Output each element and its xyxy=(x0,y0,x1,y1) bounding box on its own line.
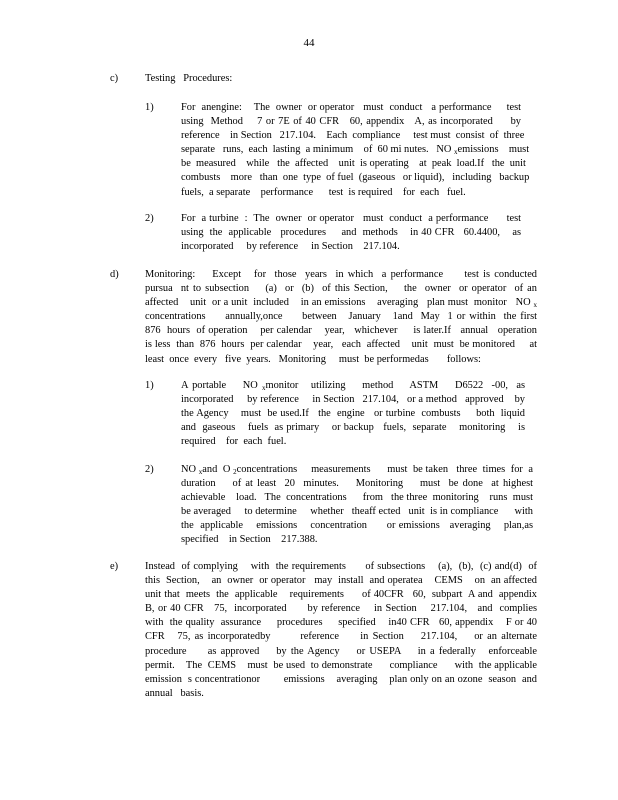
text-line: the Agency must be used.If the engine or turbine combusts both liquid xyxy=(181,408,525,420)
text-line: A portable NO $_x$monitor utilizing method ASTM D6522 -00, as xyxy=(181,380,525,392)
text-line: separate runs, each lasting a minimum of 60 mi nutes. NO $_x$emissions must xyxy=(181,144,530,157)
text-line: incorporated by reference in Section 217.104, or a method approved by xyxy=(181,394,525,406)
text-line: For a turbine : The owner or operator must conduct a performance test xyxy=(181,213,521,224)
text-line: specified in Section 217.388. xyxy=(181,534,318,546)
text-line: fuels, a separate performance test is required for each fuel. xyxy=(181,186,466,198)
text-line: be averaged to determine whether theaff ected unit is in compliance with xyxy=(181,506,533,518)
text-line: For anengine: The owner or operator must conduct a performance test xyxy=(181,102,521,113)
text-line: unit that meets the applicable requirements of 40CFR 60, subpart A and appendix xyxy=(145,589,537,601)
section-marker: d) xyxy=(110,269,119,280)
text-line: the applicable emissions concentration or emissions averaging plan,as xyxy=(181,520,533,532)
text-line: emission s concentrationor emissions averaging plan only on an ozone season and xyxy=(145,673,537,685)
text-line: reference in Section 217.104. Each compliance test must consist of three xyxy=(181,130,525,142)
text-line: B, or 40 CFR 75, incorporated by reference in Section 217.104, and complies xyxy=(145,603,537,615)
text-line: 876 hours of operation per calendar year, whichever is later.If annual operation xyxy=(145,325,537,337)
paragraph-text xyxy=(181,379,525,449)
text-line: NO $_x$and O $_2$concentrations measurements must be taken three times for a xyxy=(181,464,534,476)
text-line: concentrations annually,once between January 1and May 1 or within the first xyxy=(145,311,537,323)
item-marker: 2) xyxy=(145,213,154,224)
text-line: duration of at least 20 minutes. Monitoring must be done at highest xyxy=(181,478,533,490)
text-line: is less than 876 hours per calendar year, each affected unit must be monitored at xyxy=(145,339,537,351)
text-line: achievable load. The concentrations from the three monitoring runs must xyxy=(181,492,533,504)
paragraph-text xyxy=(145,268,537,367)
text-line: incorporated by reference in Section 217.104. xyxy=(181,241,400,253)
item-marker: 1) xyxy=(145,102,154,113)
text-line: procedure as approved by the Agency or USEPA in a federally enforceable xyxy=(145,645,537,657)
text-line: pursua nt to subsection (a) or (b) of this Section, the owner or operator of an xyxy=(145,283,537,295)
item-marker: 1) xyxy=(145,380,154,391)
text-line: annual basis. xyxy=(145,687,204,699)
section-marker: e) xyxy=(110,561,119,572)
paragraph-text xyxy=(145,560,537,701)
item-marker: 2) xyxy=(145,464,154,475)
text-line: this Section, an owner or operator may install and operatea CEMS on an affected xyxy=(145,575,537,587)
page-number: 44 xyxy=(303,37,315,49)
section-heading: Testing Procedures: xyxy=(145,73,233,84)
section-marker: c) xyxy=(110,73,119,84)
text-line: with the quality assurance procedures specified in40 CFR 60, appendix F or 40 xyxy=(145,617,537,629)
text-line: CFR 75, as incorporatedby reference in Section 217.104, or an alternate xyxy=(145,631,537,643)
text-line: be measured while the affected unit is operating at peak load.If the unit xyxy=(181,158,526,170)
text-line: Monitoring: Except for those years in which a performance test is conducted xyxy=(145,269,537,280)
paragraph-text xyxy=(181,101,530,200)
text-line: Instead of complying with the requirements of subsections (a), (b), (c) and(d) of xyxy=(145,561,537,572)
text-line: using Method 7 or 7E of 40 CFR 60, appendix A, as incorporated by xyxy=(181,116,521,128)
text-line: combusts more than one type of fuel (gaseous or liquid), including backup xyxy=(181,172,530,184)
text-line: affected unit or a unit included in an emissions averaging plan must monitor NO $_x$ xyxy=(145,297,538,310)
text-line: least once every five years. Monitoring must be performedas follows: xyxy=(145,353,481,365)
text-line: using the applicable procedures and methods in 40 CFR 60.4400, as xyxy=(181,227,521,239)
text-line: required for each fuel. xyxy=(181,436,287,448)
text-line: permit. The CEMS must be used to demonstrate compliance with the applicable xyxy=(145,659,537,671)
paragraph-text xyxy=(181,463,533,548)
text-line: and gaseous fuels as primary or backup fuels, separate monitoring is xyxy=(181,422,525,434)
paragraph-text xyxy=(181,212,521,254)
